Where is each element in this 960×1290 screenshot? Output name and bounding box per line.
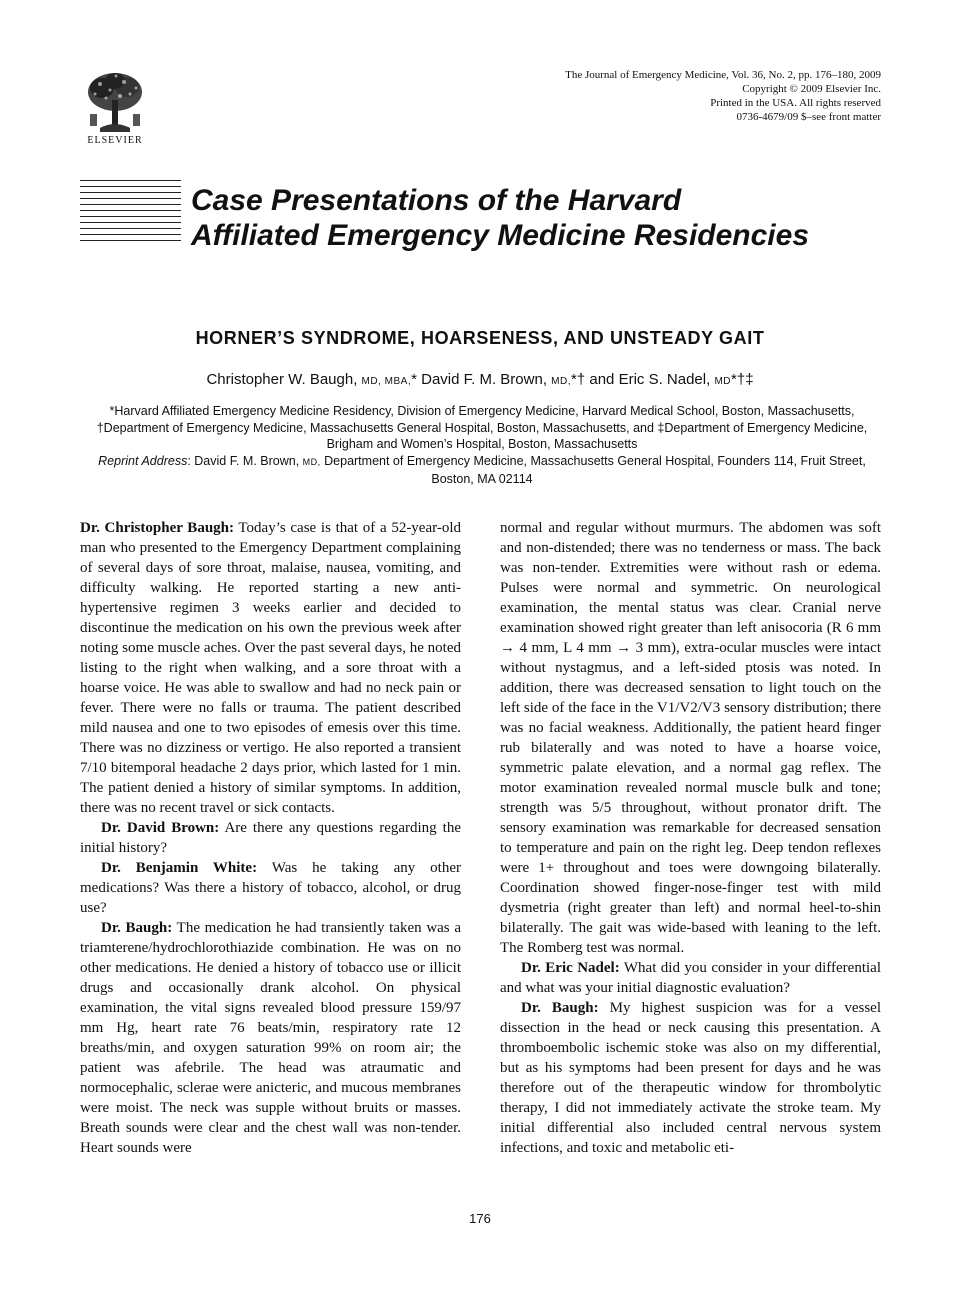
author-name: Christopher W. Baugh, xyxy=(206,371,358,388)
affiliations xyxy=(84,403,880,488)
body-column-left xyxy=(80,518,461,1158)
journal-citation-line: The Journal of Emergency Medicine, Vol. 36, No. 2, pp. 176–180, 2009 xyxy=(565,69,881,81)
paragraph-continued xyxy=(500,518,881,958)
reprint-location: Department of Emergency Medicine, Massachusetts General Hospital, Founders 114, Fruit Street, Boston, MA 02114 xyxy=(324,454,866,486)
author-degree: MD, MBA, xyxy=(361,376,412,387)
paragraph-text: Are there any questions regarding the initial history? xyxy=(80,820,461,856)
speaker-name: Dr. Baugh: xyxy=(521,1000,599,1016)
publisher-name: ELSEVIER xyxy=(87,135,143,146)
speaker-name: Dr. Baugh: xyxy=(101,920,173,936)
paragraph xyxy=(500,958,881,998)
paragraph-text: normal and regular without murmurs. The abdomen was soft and non-distended; there was no tenderness or mass. The back was non-tender. Extremities were without rash or edema. Pulses were normal and symmetric. On neurological examination, the mental status was clear. Cranial nerve examination showed right greater than left anisocoria (R 6 mm → 4 mm, L 4 mm → 3 mm), extra-ocular muscles were intact without nystagmus, and a left-sided ptosis was noted. In addition, there was decreased sensation to light touch on the left side of the face in the V1/V2/V3 sensory distribution; there was no facial weakness. Additionally, the patient heard finger rub bilaterally and was noted to have a hoarse voice, symmetric palate elevation, and a normal gag reflex. The motor examination revealed normal muscle bulk and tone; strength was 5/5 throughout, without pronator drift. The sensory examination was remarkable for decreased sensation to temperature and pain on the right leg. Deep tendon reflexes were 1+ throughout and toes were downgoing bilaterally. Coordination showed finger-nose-finger test with mild dysmetria (right greater than left) and normal heel-to-shin bilaterally. The gait was wide-based with leaning to the left. The Romberg test was normal. xyxy=(500,520,881,956)
reprint-degree: MD, xyxy=(302,457,321,468)
author-list xyxy=(0,371,960,388)
issn-line: 0736-4679/09 $–see front matter xyxy=(736,111,881,123)
author-mark: * xyxy=(411,371,417,388)
paragraph xyxy=(80,858,461,918)
paragraph xyxy=(80,918,461,1158)
publisher-logo xyxy=(80,70,150,148)
speaker-name: Dr. Benjamin White: xyxy=(101,860,258,876)
paragraph-text: Today’s case is that of a 52-year-old man who presented to the Emergency Department complaining of several days of sore throat, malaise, nausea, vomiting, and difficulty walking. He reported starting a new anti-hypertensive regimen 3 weeks earlier and decided to discontinue the medication on his own the previous week after noting some muscle aches. Over the past several days, he noted listing to the right when walking, and a sore throat with a hoarse voice. He was able to swallow and had no neck pain or fever. There were no falls or trauma. The patient described mild nausea and one to two episodes of emesis over this time. There was no dizziness or vertigo. He also reported a transient 7/10 bitemporal headache 2 days prior, which lasted for 1 min. The patient denied a history of similar symptoms. In addition, there was no recent travel or sick contacts. xyxy=(80,520,461,816)
paragraph-text: What did you consider in your differential and what was your initial diagnostic evaluation? xyxy=(500,960,881,996)
author-mark: *†‡ xyxy=(731,371,754,388)
copyright-line: Copyright © 2009 Elsevier Inc. xyxy=(742,83,881,95)
elsevier-tree-icon xyxy=(80,70,150,134)
series-title-line: Affiliated Emergency Medicine Residencies xyxy=(191,219,810,252)
author-mark: *† xyxy=(571,371,586,388)
reprint-label: Reprint Address xyxy=(98,454,188,469)
reprint-author: : David F. M. Brown, xyxy=(187,454,300,469)
article-title: HORNER’S SYNDROME, HOARSENESS, AND UNSTEADY GAIT xyxy=(195,328,765,348)
author-degree: MD xyxy=(714,376,732,387)
author-name: Eric S. Nadel, xyxy=(618,371,711,388)
speaker-name: Dr. Eric Nadel: xyxy=(521,960,620,976)
series-title xyxy=(191,183,891,253)
paragraph-text: The medication he had transiently taken was a triamterene/hydrochlorothiazide combination. He was on no other medications. He denied a history of tobacco use or illicit drugs and occasionally drank alcohol. On physical examination, the vital signs revealed blood pressure 159/97 mm Hg, heart rate 76 beats/min, respiratory rate 12 breaths/min, and oxygen saturation 99% on room air; the patient was afebrile. The head was atraumatic and normocephalic, sclerae were anicteric, and mucous membranes were moist. The neck was supple without bruits or masses. Breath sounds were clear and the chest wall was non-tender. Heart sounds were xyxy=(80,920,461,1156)
author-degree: MD, xyxy=(551,376,572,387)
rights-line: Printed in the USA. All rights reserved xyxy=(710,97,881,109)
speaker-name: Dr. David Brown: xyxy=(101,820,220,836)
paragraph-text: Was he taking any other medications? Was there a history of tobacco, alcohol, or drug use? xyxy=(80,860,461,916)
affiliation-text: *Harvard Affiliated Emergency Medicine Residency, Division of Emergency Medicine, Harvard Medical School, Boston, Massachusetts, †Department of Emergency Medicine, Massachusetts General Hospital, Boston, Massachusetts, and ‡Department of Emergency Medicine, Brigham and Women’s Hospital, Boston, Massachusetts xyxy=(96,404,868,452)
paragraph-text: My highest suspicion was for a vessel dissection in the head or neck causing this presentation. A thromboembolic ischemic stoke was also on my differential, but as his symptoms had been present for days and he was therefore out of the therapeutic window for thrombolytic therapy, I did not immediately activate the stroke team. My initial differential also included central nervous system infections, and toxic and metabolic eti- xyxy=(500,1000,881,1156)
paragraph xyxy=(80,518,461,818)
body-column-right xyxy=(500,518,881,1158)
speaker-name: Dr. Christopher Baugh: xyxy=(80,520,234,536)
decorative-rules xyxy=(80,180,181,246)
journal-citation xyxy=(565,68,881,124)
author-name: David F. M. Brown, xyxy=(421,371,547,388)
paragraph xyxy=(500,998,881,1158)
series-title-line: Case Presentations of the Harvard xyxy=(191,184,682,217)
author-conjunction: and xyxy=(589,371,615,388)
page-number: 176 xyxy=(469,1211,491,1226)
reprint-address xyxy=(84,453,880,487)
paragraph xyxy=(80,818,461,858)
